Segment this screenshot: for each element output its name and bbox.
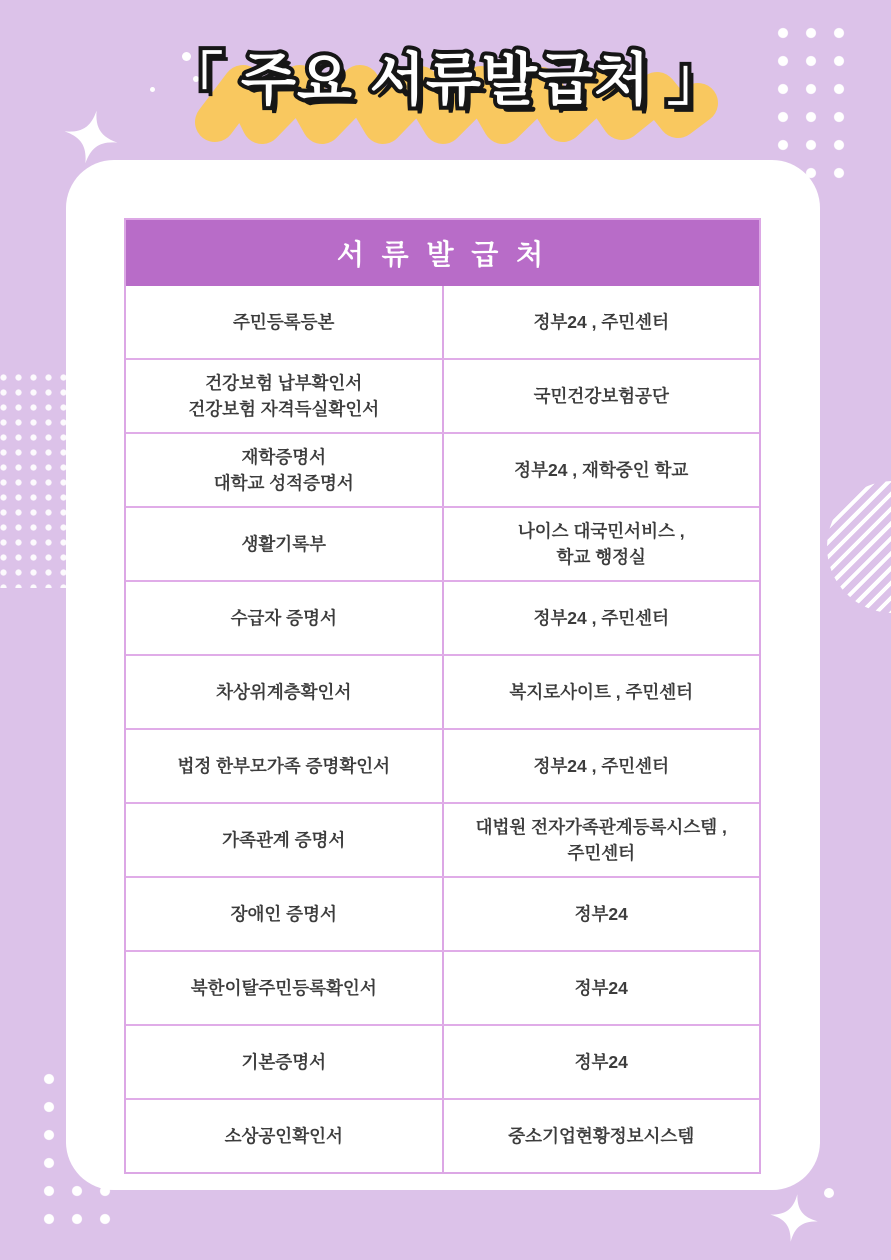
document-name-cell xyxy=(126,1100,444,1172)
cell-line: 수급자 증명서 xyxy=(230,608,337,628)
cell-line: 생활기록부 xyxy=(241,534,327,554)
issuer-cell xyxy=(444,360,760,432)
dot-grid-left-icon xyxy=(0,370,70,588)
document-name-cell xyxy=(126,730,444,802)
cell-line: 국민건강보험공단 xyxy=(533,386,669,406)
table-header: 서 류 발 급 처 xyxy=(126,220,759,286)
deco-dot-icon xyxy=(824,1188,834,1198)
cell-line: 건강보험 납부확인서 xyxy=(205,373,363,393)
cell-line: 차상위계층확인서 xyxy=(216,682,352,702)
cell-line: 정부24 , 재학중인 학교 xyxy=(514,460,689,480)
cell-line: 대법원 전자가족관계등록시스템 , xyxy=(475,817,727,837)
issuer-cell xyxy=(444,582,760,654)
sparkle-icon xyxy=(767,1191,821,1245)
document-name-cell xyxy=(126,434,444,506)
document-name-cell xyxy=(126,508,444,580)
issuer-cell xyxy=(444,656,760,728)
cell-line: 북한이탈주민등록확인서 xyxy=(190,978,377,998)
cell-line: 가족관계 증명서 xyxy=(222,830,346,850)
cell-line: 중소기업현황정보시스템 xyxy=(508,1126,695,1146)
issuer-cell xyxy=(444,286,760,358)
cell-line: 정부24 , 주민센터 xyxy=(533,756,669,776)
table-row xyxy=(126,1098,759,1172)
table-row xyxy=(126,580,759,654)
table-row xyxy=(126,876,759,950)
document-name-cell xyxy=(126,360,444,432)
document-name-cell xyxy=(126,804,444,876)
cell-line: 정부24 xyxy=(574,978,628,998)
cell-line: 정부24 xyxy=(574,1052,628,1072)
table-row xyxy=(126,506,759,580)
table-row xyxy=(126,1024,759,1098)
document-name-cell xyxy=(126,1026,444,1098)
issuer-cell xyxy=(444,730,760,802)
issuer-cell xyxy=(444,804,760,876)
table-row xyxy=(126,432,759,506)
table-card xyxy=(66,160,820,1190)
cell-line: 소상공인확인서 xyxy=(224,1126,343,1146)
cell-line: 복지로사이트 , 주민센터 xyxy=(509,682,694,702)
issuance-table xyxy=(124,218,761,1174)
issuer-cell xyxy=(444,1100,760,1172)
table-row xyxy=(126,358,759,432)
issuer-cell xyxy=(444,1026,760,1098)
document-name-cell xyxy=(126,952,444,1024)
table-row xyxy=(126,728,759,802)
cell-line: 대학교 성적증명서 xyxy=(213,473,354,493)
table-row xyxy=(126,654,759,728)
cell-line: 정부24 , 주민센터 xyxy=(533,312,669,332)
cell-line: 주민등록등본 xyxy=(233,312,335,332)
cell-line: 학교 행정실 xyxy=(556,547,646,567)
table-row xyxy=(126,286,759,358)
cell-line: 정부24 , 주민센터 xyxy=(533,608,669,628)
cell-line: 장애인 증명서 xyxy=(230,904,337,924)
cell-line: 나이스 대국민서비스 , xyxy=(517,521,685,541)
document-name-cell xyxy=(126,286,444,358)
document-name-cell xyxy=(126,582,444,654)
cell-line: 건강보험 자격득실확인서 xyxy=(188,399,380,419)
table-row xyxy=(126,802,759,876)
issuer-cell xyxy=(444,952,760,1024)
issuer-cell xyxy=(444,508,760,580)
table-row xyxy=(126,950,759,1024)
cell-line: 정부24 xyxy=(574,904,628,924)
table-body xyxy=(126,286,759,1172)
cell-line: 법정 한부모가족 증명확인서 xyxy=(177,756,391,776)
document-name-cell xyxy=(126,656,444,728)
issuer-cell xyxy=(444,434,760,506)
cell-line: 주민센터 xyxy=(567,843,636,863)
document-name-cell xyxy=(126,878,444,950)
issuer-cell xyxy=(444,878,760,950)
cell-line: 재학증명서 xyxy=(241,447,327,467)
page-title: 「 주요 서류발급처 」 xyxy=(166,48,725,112)
striped-circle-icon xyxy=(827,481,891,613)
cell-line: 기본증명서 xyxy=(241,1052,327,1072)
